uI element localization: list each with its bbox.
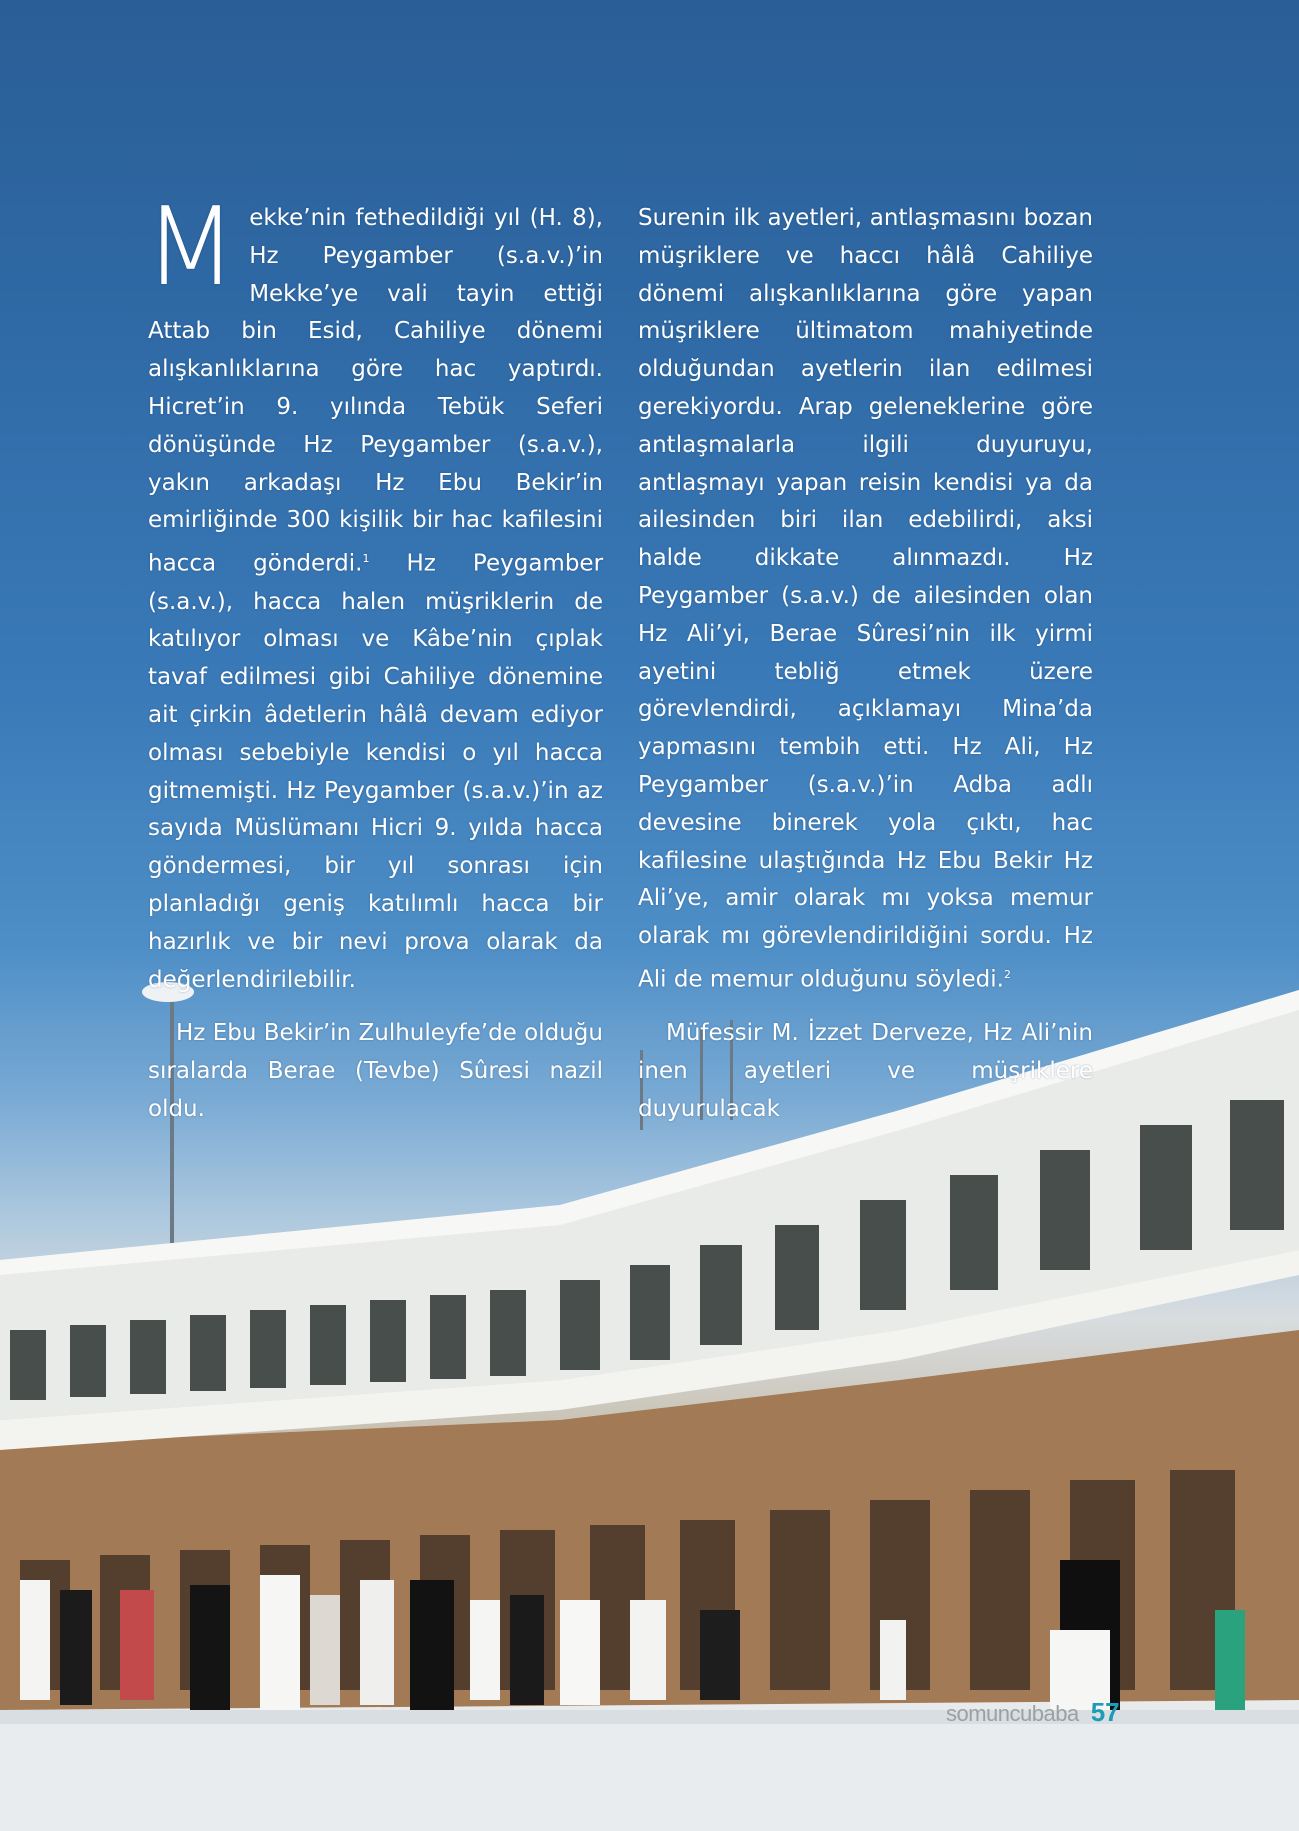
paragraph-text: Surenin ilk ayetleri, antlaşmasını bozan müşriklere ve haccı hâlâ Cahiliye dönemi alışkanlıklarına göre yapan müşriklere ültimatom mahiyetinde olduğundan ayetlerin ilan edilmesi gerekiyordu. Arap geleneklerine göre antlaşmalarla ilgili duyuruyu, antlaşmayı yapan reisin kendisi ya da ailesinden biri ilan edebilirdi, aksi halde dikkate alınmazdı. Hz Peygamber (s.a.v.) de ailesinden olan Hz Ali’yi, Berae Sûresi’nin ilk yirmi ayetini tebliğ etmek üzere görevlendirdi, açıklamayı Mina’da yapmasını tembih etti. Hz Ali, Hz Peygamber (s.a.v.)’in Adba adlı devesine binerek yola çıktı, hac kafilesine ulaştığında Hz Ebu Bekir Hz Ali’ye, amir olarak mı yoksa memur olarak mı görevlendirildiğini sordu. Hz Ali de memur olduğunu söyledi.: [638, 205, 1093, 993]
page-number: 57: [1090, 1697, 1120, 1727]
page-footer: [946, 1697, 1120, 1728]
article-column-right: [638, 200, 1093, 1145]
drop-cap: M: [144, 185, 238, 310]
magazine-brand: somuncubaba: [946, 1701, 1079, 1726]
footnote-marker: 2: [1003, 967, 1011, 981]
paragraph: Hz Ebu Bekir’in Zulhuleyfe’de olduğu sıralarda Berae (Tevbe) Sûresi nazil oldu.: [148, 1020, 603, 1122]
paragraph: Müfessir M. İzzet Derveze, Hz Ali’nin inen ayetleri ve müşriklere duyurulacak: [638, 1020, 1093, 1122]
article-column-left: [144, 185, 604, 1145]
paragraph: [638, 200, 1093, 999]
footnote-marker: 1: [362, 552, 370, 566]
paragraph-text: ekke’nin fethedildiği yıl (H. 8), Hz Peygamber (s.a.v.)’in Mekke’ye vali tayin ettiği Attab bin Esid, Cahiliye dönemi alışkanlıklarına göre hac yaptırdı. Hicret’in 9. yılında Tebük Seferi dönüşünde Hz Peygamber (s.a.v.), yakın arkadaşı Hz Ebu Bekir’in emirliğinde 300 kişilik bir hac kafilesini hacca gönderdi.: [148, 205, 603, 577]
paragraph-text: Hz Peygamber (s.a.v.), hacca halen müşriklerin de katılıyor olması ve Kâbe’nin çıplak tavaf edilmesi gibi Cahiliye dönemine ait çirkin âdetlerin hâlâ devam ediyor olması sebebiyle kendisi o yıl hacca gitmemişti. Hz Peygamber (s.a.v.)’in az sayıda Müslümanı Hicri 9. yılda hacca göndermesi, bir yıl sonrası için planladığı geniş katılımlı hacca bir hazırlık ve bir nevi prova olarak da değerlendirilebilir.: [148, 550, 604, 993]
paragraph: [144, 185, 604, 999]
